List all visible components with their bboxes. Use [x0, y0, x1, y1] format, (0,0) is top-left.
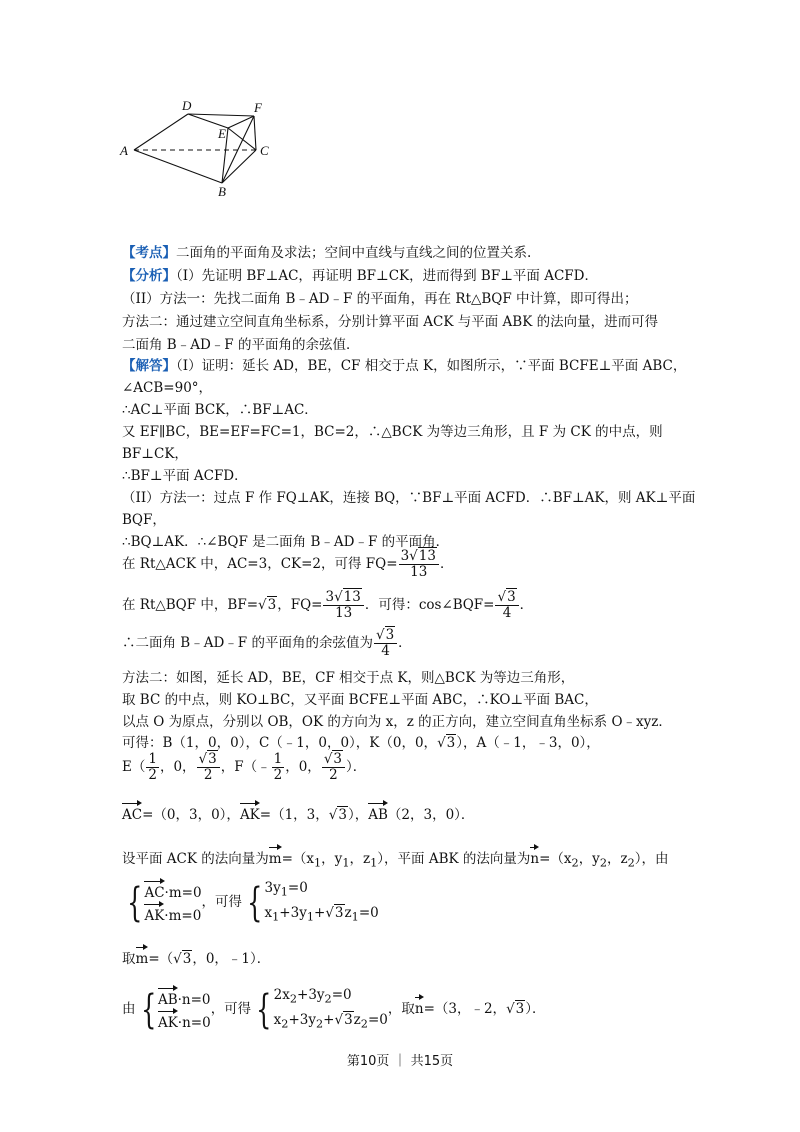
- jieda-line-14: 取 BC 的中点，则 KO⊥BC，又平面 BCFE⊥平面 ABC，∴KO⊥平面 BAC，: [122, 692, 598, 708]
- fenxi-line-2: （II）方法一：先找二面角 B﹣AD﹣F 的平面角，再在 Rt△BQF 中计算，即可得出；: [122, 291, 638, 307]
- vector-m: m: [269, 846, 282, 869]
- jieda-line-4: 又 EF∥BC，BE=EF=FC=1，BC=2，∴△BCK 为等边三角形，且 F 为 CK 的中点，则: [122, 424, 663, 440]
- jieda-line-5: BF⊥CK，: [122, 446, 188, 462]
- cos-fraction: $\frac{√3}{4}$: [495, 590, 518, 621]
- edge-DF: [188, 114, 254, 116]
- edge-EC: [228, 128, 256, 150]
- fenxi-tag: 【分析】: [122, 268, 176, 284]
- fq-fraction-2: $\frac{3√13}{13}$: [323, 590, 363, 621]
- geometry-figure: [118, 98, 298, 198]
- jieda-line-19: 设平面 ACK 的法向量为$m=(x_1$，$y_1$，$z_1$），平面 ABK 的法向量为$n=(x_2$，$y_2$，$z_2$），由: [122, 846, 669, 874]
- e-z-fraction: $\frac{√3}{2}$: [197, 752, 220, 783]
- kaodian-text: 二面角的平面角及求法；空间中直线与直线之间的位置关系.: [176, 245, 532, 261]
- fenxi-line-3: 方法二：通过建立空间直角坐标系，分别计算平面 ACK 与平面 ABK 的法向量，进而可得: [122, 314, 659, 330]
- edge-FC: [254, 116, 256, 150]
- equation-system-2: 由 { AB·n=0 AK·n=0 ，可得 { $2x_2+3y_2=0$ $x_2+3y_2+√3z_2=0$ ，取n=（3，﹣2，√3）．: [122, 986, 546, 1033]
- fq-text: 在 Rt△ACK 中，AC=3，CK=2，可得 FQ=: [122, 556, 398, 572]
- jieda-line-18: AC=（0，3，0），AK=（1，3，√3），AB（2，3，0）．: [122, 802, 474, 825]
- label-D: D: [182, 98, 192, 113]
- jieda-line-11: 在 Rt△BQF 中，BF=√3，FQ= $\frac{3√13}{13}$ ．可得：cos∠BQF= $\frac{√3}{4}$ ．: [122, 589, 534, 621]
- jieda-line-6: ∴BF⊥平面 ACFD．: [122, 468, 248, 484]
- jieda-line-9: ∴BQ⊥AK．∴∠BQF 是二面角 B﹣AD﹣F 的平面角．: [122, 534, 450, 550]
- jieda-line-16: 可得：B（1，0，0），C（﹣1，0，0），K（0，0，√3），A（﹣1，﹣3，0），: [122, 735, 600, 751]
- label-C: C: [260, 143, 269, 158]
- fenxi-line-4: 二面角 B﹣AD﹣F 的平面角的余弦值．: [122, 337, 360, 353]
- label-A: A: [120, 143, 128, 158]
- kaodian-line: [122, 243, 531, 263]
- answer-fraction: $\frac{√3}{4}$: [374, 628, 397, 659]
- jieda-line-13: 方法二：如图，延长 AD，BE，CF 相交于点 K，则△BCK 为等边三角形，: [122, 670, 575, 686]
- edge-EF: [228, 116, 254, 128]
- jieda-tag: 【解答】: [122, 358, 176, 374]
- page-footer: 第10页 ｜ 共15页: [346, 1054, 454, 1069]
- label-F: F: [254, 100, 262, 115]
- jieda-line-12: ∴二面角 B﹣AD﹣F 的平面角的余弦值为 $\frac{√3}{4}$ ．: [122, 627, 412, 659]
- vector-n: n: [530, 846, 539, 869]
- edge-AB: [134, 150, 222, 183]
- vector-ab: AB: [368, 802, 388, 825]
- polyhedron-diagram: [118, 98, 298, 198]
- jieda-line-2: ∠ACB=90°，: [122, 380, 213, 396]
- f-z-fraction: $\frac{√3}{2}$: [322, 752, 345, 783]
- jieda-line-1: [122, 356, 686, 376]
- edge-AD: [134, 114, 188, 150]
- jieda-line-3: ∴AC⊥平面 BCK，∴BF⊥AC．: [122, 402, 318, 418]
- jieda-line-17: E（ $\frac{1}{2}$ ，0， $\frac{√3}{2}$ ，F（﹣ $\frac{1}{2}$ ，0， $\frac{√3}{2}$ ）．: [122, 751, 367, 783]
- jieda-line-7: （II）方法一：过点 F 作 FQ⊥AK，连接 BQ，∵BF⊥平面 ACFD．∴BF⊥AK，则 AK⊥平面: [122, 490, 696, 506]
- k-z-coordinate: √3: [437, 735, 456, 751]
- edge-BC: [222, 150, 256, 183]
- vector-ac: AC: [122, 802, 142, 825]
- fenxi-line-1: [122, 266, 598, 286]
- point-f-label: ，F（﹣: [220, 759, 271, 775]
- label-E: E: [218, 126, 226, 141]
- bf-value: √3: [258, 597, 277, 613]
- jieda-line-15: 以点 O 为原点，分别以 OB，OK 的方向为 x，z 的正方向，建立空间直角坐标系 O﹣xyz．: [122, 714, 672, 730]
- equation-system-1: { AC·m=0 AK·m=0 ，可得 { $3y_1=0$ $x_1+3y_1+√3z_1=0$: [127, 879, 379, 926]
- jieda-line-8: BQF，: [122, 512, 166, 528]
- jieda-text-1: （I）证明：延长 AD，BE，CF 相交于点 K，如图所示，∵平面 BCFE⊥平面 ABC，: [176, 358, 687, 374]
- jieda-line-10: 在 Rt△ACK 中，AC=3，CK=2，可得 FQ= $\frac{3√13}{13}$ ．: [122, 548, 454, 580]
- label-B: B: [218, 184, 226, 199]
- e-x-fraction: $\frac{1}{2}$: [148, 751, 157, 783]
- fq-fraction: $\frac{3√13}{13}$: [399, 549, 439, 580]
- vector-m-value: 取m=（√3，0，﹣1）．: [122, 946, 270, 969]
- kaodian-tag: 【考点】: [122, 245, 176, 261]
- vector-ak: AK: [240, 802, 260, 825]
- point-e-label: E（: [122, 759, 146, 775]
- f-x-fraction: $\frac{1}{2}$: [273, 751, 283, 783]
- fenxi-text-1: （I）先证明 BF⊥AC，再证明 BF⊥CK，进而得到 BF⊥平面 ACFD．: [176, 268, 598, 284]
